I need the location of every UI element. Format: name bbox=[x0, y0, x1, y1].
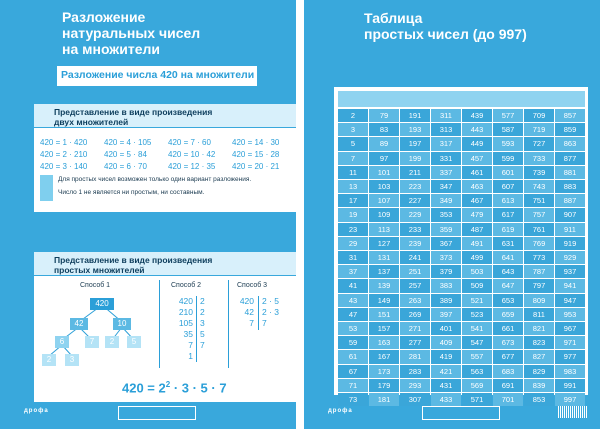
section2-header-line: простых множителей bbox=[54, 265, 145, 275]
prime-cell: 521 bbox=[462, 294, 492, 307]
prime-cell: 433 bbox=[431, 393, 461, 406]
note-line: Для простых чисел возможен только один вариант разложения. bbox=[58, 176, 252, 183]
prime-cell: 877 bbox=[555, 152, 585, 165]
factor-pair: 420 = 15 · 28 bbox=[232, 150, 280, 159]
section1-header-line: Представление в виде произведения bbox=[54, 107, 213, 117]
tree-node: 7 bbox=[85, 336, 99, 348]
prime-cell: 379 bbox=[431, 265, 461, 278]
prime-cell: 859 bbox=[555, 123, 585, 136]
publisher-logo: дрофа bbox=[24, 408, 49, 414]
prime-cell: 13 bbox=[338, 180, 368, 193]
method2-bar bbox=[196, 296, 197, 362]
prime-cell: 661 bbox=[493, 322, 523, 335]
prime-cell: 887 bbox=[555, 194, 585, 207]
prime-cell: 811 bbox=[524, 308, 554, 321]
prime-cell: 523 bbox=[462, 308, 492, 321]
ladder-value: 3 bbox=[200, 318, 205, 328]
prime-cell: 947 bbox=[555, 294, 585, 307]
left-title-line: на множители bbox=[62, 41, 160, 57]
prime-cell: 821 bbox=[524, 322, 554, 335]
prime-cell: 149 bbox=[369, 294, 399, 307]
prime-cell: 761 bbox=[524, 223, 554, 236]
prime-cell: 139 bbox=[369, 279, 399, 292]
prime-cell: 173 bbox=[369, 365, 399, 378]
prime-cell: 719 bbox=[524, 123, 554, 136]
prime-cell: 631 bbox=[493, 237, 523, 250]
prime-cell: 7 bbox=[338, 152, 368, 165]
ladder-value: 2 bbox=[200, 307, 205, 317]
prime-cell: 89 bbox=[369, 137, 399, 150]
section1-panel bbox=[34, 104, 296, 212]
prime-cell: 733 bbox=[524, 152, 554, 165]
prime-cell: 23 bbox=[338, 223, 368, 236]
prime-cell: 599 bbox=[493, 152, 523, 165]
tree-node: 6 bbox=[55, 336, 69, 348]
prime-cell: 541 bbox=[462, 322, 492, 335]
tree-node: 2 bbox=[42, 354, 56, 366]
method3-dividends bbox=[234, 296, 254, 329]
prime-cell: 347 bbox=[431, 180, 461, 193]
prime-cell: 883 bbox=[555, 180, 585, 193]
ladder-value: 1 bbox=[188, 351, 193, 361]
prime-cell: 491 bbox=[462, 237, 492, 250]
factor-pair: 420 = 7 · 60 bbox=[168, 138, 211, 147]
prime-cell: 577 bbox=[493, 109, 523, 122]
method2-dividends bbox=[173, 296, 193, 362]
prime-cell: 421 bbox=[431, 365, 461, 378]
prime-cell: 769 bbox=[524, 237, 554, 250]
prime-cell: 659 bbox=[493, 308, 523, 321]
prime-cell: 71 bbox=[338, 379, 368, 392]
prime-cell: 19 bbox=[338, 208, 368, 221]
ladder-value: 7 bbox=[200, 340, 205, 350]
prime-cell: 113 bbox=[369, 223, 399, 236]
ladder-value: 2 · 3 bbox=[262, 307, 280, 317]
right-title bbox=[364, 10, 527, 42]
prime-cell: 17 bbox=[338, 194, 368, 207]
prime-cell: 281 bbox=[400, 350, 430, 363]
prime-cell: 461 bbox=[462, 166, 492, 179]
prime-cell: 257 bbox=[400, 279, 430, 292]
prime-cell: 823 bbox=[524, 336, 554, 349]
prime-cell: 107 bbox=[369, 194, 399, 207]
factor-pair: 420 = 14 · 30 bbox=[232, 138, 280, 147]
prime-cell: 79 bbox=[369, 109, 399, 122]
footer-info-box bbox=[118, 406, 196, 420]
prime-cell: 743 bbox=[524, 180, 554, 193]
ladder-value: 105 bbox=[178, 318, 193, 328]
prime-cell: 457 bbox=[462, 152, 492, 165]
prime-cell: 239 bbox=[400, 237, 430, 250]
factor-pair: 420 = 10 · 42 bbox=[168, 150, 216, 159]
footer-info-box bbox=[422, 406, 500, 420]
prime-cell: 727 bbox=[524, 137, 554, 150]
prime-cell: 587 bbox=[493, 123, 523, 136]
prime-cell: 797 bbox=[524, 279, 554, 292]
tree-root: 420 bbox=[90, 298, 114, 310]
prime-cell: 67 bbox=[338, 365, 368, 378]
tree-node: 10 bbox=[113, 318, 131, 330]
prime-cell: 197 bbox=[400, 137, 430, 150]
prime-cell: 389 bbox=[431, 294, 461, 307]
prime-cell: 929 bbox=[555, 251, 585, 264]
prime-cell: 619 bbox=[493, 223, 523, 236]
ladder-value: 7 bbox=[262, 318, 267, 328]
banner-text: Разложение числа 420 на множители bbox=[61, 69, 255, 81]
prime-cell: 919 bbox=[555, 237, 585, 250]
prime-factorization-result: $420 = 2^2 \cdot 3 \cdot 5 \cdot 7$ bbox=[122, 380, 227, 396]
prime-cell: 967 bbox=[555, 322, 585, 335]
prime-cell: 907 bbox=[555, 208, 585, 221]
prime-cell: 643 bbox=[493, 265, 523, 278]
tree-node: 3 bbox=[65, 354, 79, 366]
prime-cell: 101 bbox=[369, 166, 399, 179]
prime-cell: 307 bbox=[400, 393, 430, 406]
factor-pair: 420 = 5 · 84 bbox=[104, 150, 147, 159]
method3-label: Способ 3 bbox=[237, 282, 268, 289]
prime-cell: 809 bbox=[524, 294, 554, 307]
prime-cell: 641 bbox=[493, 251, 523, 264]
prime-cell: 647 bbox=[493, 279, 523, 292]
prime-cell: 683 bbox=[493, 365, 523, 378]
factor-pair: 420 = 2 · 210 bbox=[40, 150, 88, 159]
prime-cell: 751 bbox=[524, 194, 554, 207]
prime-cell: 179 bbox=[369, 379, 399, 392]
prime-cell: 971 bbox=[555, 336, 585, 349]
prime-cell: 839 bbox=[524, 379, 554, 392]
prime-cell: 419 bbox=[431, 350, 461, 363]
prime-cell: 991 bbox=[555, 379, 585, 392]
prime-cell: 277 bbox=[400, 336, 430, 349]
prime-cell: 293 bbox=[400, 379, 430, 392]
prime-cell: 53 bbox=[338, 322, 368, 335]
tree-node: 42 bbox=[70, 318, 88, 330]
prime-cell: 787 bbox=[524, 265, 554, 278]
prime-cell: 223 bbox=[400, 180, 430, 193]
prime-cell: 677 bbox=[493, 350, 523, 363]
prime-cell: 449 bbox=[462, 137, 492, 150]
prime-cell: 353 bbox=[431, 208, 461, 221]
prime-cell: 269 bbox=[400, 308, 430, 321]
prime-cell: 997 bbox=[555, 393, 585, 406]
prime-cell: 881 bbox=[555, 166, 585, 179]
prime-cell: 73 bbox=[338, 393, 368, 406]
primes-table-panel bbox=[334, 87, 588, 404]
prime-cell: 41 bbox=[338, 279, 368, 292]
prime-cell: 863 bbox=[555, 137, 585, 150]
note-line: Число 1 не является ни простым, ни составным. bbox=[58, 189, 205, 196]
factor-pair: 420 = 1 · 420 bbox=[40, 138, 88, 147]
prime-cell: 653 bbox=[493, 294, 523, 307]
prime-cell: 487 bbox=[462, 223, 492, 236]
factor-pair: 420 = 12 · 35 bbox=[168, 162, 216, 171]
method-divider bbox=[228, 280, 229, 368]
tree-node: 5 bbox=[127, 336, 141, 348]
prime-cell: 193 bbox=[400, 123, 430, 136]
left-title-line: Разложение bbox=[62, 9, 146, 25]
prime-cell: 439 bbox=[462, 109, 492, 122]
prime-cell: 271 bbox=[400, 322, 430, 335]
prime-cell: 3 bbox=[338, 123, 368, 136]
prime-cell: 977 bbox=[555, 350, 585, 363]
note-marker bbox=[40, 175, 53, 201]
prime-cell: 409 bbox=[431, 336, 461, 349]
prime-cell: 191 bbox=[400, 109, 430, 122]
method1-label: Способ 1 bbox=[80, 282, 111, 289]
section1-header bbox=[54, 107, 212, 127]
left-poster bbox=[0, 0, 296, 429]
prime-cell: 331 bbox=[431, 152, 461, 165]
right-title-line: Таблица bbox=[364, 10, 423, 26]
prime-cell: 857 bbox=[555, 109, 585, 122]
prime-cell: 359 bbox=[431, 223, 461, 236]
prime-cell: 59 bbox=[338, 336, 368, 349]
prime-cell: 131 bbox=[369, 251, 399, 264]
prime-cell: 983 bbox=[555, 365, 585, 378]
prime-cell: 941 bbox=[555, 279, 585, 292]
ladder-value: 7 bbox=[188, 340, 193, 350]
prime-cell: 31 bbox=[338, 251, 368, 264]
right-title-line: простых чисел (до 997) bbox=[364, 26, 527, 42]
factor-pair: 420 = 6 · 70 bbox=[104, 162, 147, 171]
prime-cell: 227 bbox=[400, 194, 430, 207]
banner-box bbox=[57, 66, 257, 86]
prime-cell: 43 bbox=[338, 294, 368, 307]
prime-cell: 601 bbox=[493, 166, 523, 179]
ladder-value: 7 bbox=[249, 318, 254, 328]
prime-cell: 383 bbox=[431, 279, 461, 292]
prime-cell: 613 bbox=[493, 194, 523, 207]
prime-cell: 313 bbox=[431, 123, 461, 136]
prime-cell: 199 bbox=[400, 152, 430, 165]
prime-cell: 251 bbox=[400, 265, 430, 278]
ladder-value: 35 bbox=[183, 329, 193, 339]
prime-cell: 151 bbox=[369, 308, 399, 321]
poster-divider bbox=[296, 0, 304, 429]
prime-cell: 367 bbox=[431, 237, 461, 250]
prime-cell: 571 bbox=[462, 393, 492, 406]
publisher-logo: дрофа bbox=[328, 408, 353, 414]
tree-node: 2 bbox=[105, 336, 119, 348]
prime-cell: 701 bbox=[493, 393, 523, 406]
prime-cell: 109 bbox=[369, 208, 399, 221]
section2-panel bbox=[34, 252, 296, 402]
prime-cell: 827 bbox=[524, 350, 554, 363]
factor-pair: 420 = 3 · 140 bbox=[40, 162, 88, 171]
prime-cell: 443 bbox=[462, 123, 492, 136]
section2-header bbox=[54, 255, 212, 275]
prime-cell: 283 bbox=[400, 365, 430, 378]
prime-cell: 229 bbox=[400, 208, 430, 221]
ladder-value: 5 bbox=[200, 329, 205, 339]
prime-cell: 509 bbox=[462, 279, 492, 292]
prime-cell: 953 bbox=[555, 308, 585, 321]
factor-pair: 420 = 4 · 105 bbox=[104, 138, 152, 147]
prime-cell: 401 bbox=[431, 322, 461, 335]
ladder-value: 2 bbox=[200, 296, 205, 306]
prime-cell: 5 bbox=[338, 137, 368, 150]
prime-cell: 233 bbox=[400, 223, 430, 236]
prime-cell: 709 bbox=[524, 109, 554, 122]
prime-cell: 263 bbox=[400, 294, 430, 307]
prime-cell: 167 bbox=[369, 350, 399, 363]
right-poster bbox=[304, 0, 600, 429]
prime-cell: 607 bbox=[493, 180, 523, 193]
prime-cell: 563 bbox=[462, 365, 492, 378]
prime-cell: 691 bbox=[493, 379, 523, 392]
method2-label: Способ 2 bbox=[171, 282, 202, 289]
method-divider bbox=[159, 280, 160, 368]
prime-cell: 547 bbox=[462, 336, 492, 349]
prime-cell: 373 bbox=[431, 251, 461, 264]
left-title bbox=[62, 9, 200, 57]
prime-cell: 103 bbox=[369, 180, 399, 193]
prime-cell: 163 bbox=[369, 336, 399, 349]
left-title-line: натуральных чисел bbox=[62, 25, 201, 41]
prime-cell: 673 bbox=[493, 336, 523, 349]
prime-cell: 853 bbox=[524, 393, 554, 406]
ladder-value: 210 bbox=[178, 307, 193, 317]
prime-cell: 29 bbox=[338, 237, 368, 250]
prime-cell: 211 bbox=[400, 166, 430, 179]
prime-cell: 911 bbox=[555, 223, 585, 236]
prime-cell: 499 bbox=[462, 251, 492, 264]
prime-cell: 311 bbox=[431, 109, 461, 122]
ladder-value: 420 bbox=[178, 296, 193, 306]
ladder-value: 420 bbox=[239, 296, 254, 306]
prime-cell: 137 bbox=[369, 265, 399, 278]
ladder-value: 2 · 5 bbox=[262, 296, 280, 306]
prime-cell: 829 bbox=[524, 365, 554, 378]
prime-cell: 157 bbox=[369, 322, 399, 335]
prime-cell: 2 bbox=[338, 109, 368, 122]
prime-cell: 241 bbox=[400, 251, 430, 264]
prime-cell: 181 bbox=[369, 393, 399, 406]
section1-header-line: двух множителей bbox=[54, 117, 129, 127]
prime-cell: 739 bbox=[524, 166, 554, 179]
method3-bar bbox=[258, 296, 259, 330]
prime-cell: 463 bbox=[462, 180, 492, 193]
prime-cell: 773 bbox=[524, 251, 554, 264]
method3-divisors bbox=[262, 296, 279, 329]
prime-cell: 47 bbox=[338, 308, 368, 321]
prime-cell: 317 bbox=[431, 137, 461, 150]
prime-cell: 617 bbox=[493, 208, 523, 221]
prime-cell: 593 bbox=[493, 137, 523, 150]
ladder-value: 42 bbox=[244, 307, 254, 317]
method2-divisors bbox=[200, 296, 205, 351]
prime-cell: 37 bbox=[338, 265, 368, 278]
prime-cell: 11 bbox=[338, 166, 368, 179]
section2-header-line: Представление в виде произведения bbox=[54, 255, 213, 265]
prime-cell: 467 bbox=[462, 194, 492, 207]
prime-cell: 61 bbox=[338, 350, 368, 363]
prime-cell: 503 bbox=[462, 265, 492, 278]
primes-header-stripe bbox=[338, 91, 585, 107]
factor-pair: 420 = 20 · 21 bbox=[232, 162, 280, 171]
prime-cell: 83 bbox=[369, 123, 399, 136]
prime-cell: 337 bbox=[431, 166, 461, 179]
prime-cell: 937 bbox=[555, 265, 585, 278]
prime-cell: 397 bbox=[431, 308, 461, 321]
barcode bbox=[558, 406, 588, 418]
prime-cell: 569 bbox=[462, 379, 492, 392]
prime-cell: 557 bbox=[462, 350, 492, 363]
prime-cell: 97 bbox=[369, 152, 399, 165]
prime-cell: 127 bbox=[369, 237, 399, 250]
prime-cell: 349 bbox=[431, 194, 461, 207]
prime-cell: 431 bbox=[431, 379, 461, 392]
prime-cell: 479 bbox=[462, 208, 492, 221]
prime-cell: 757 bbox=[524, 208, 554, 221]
